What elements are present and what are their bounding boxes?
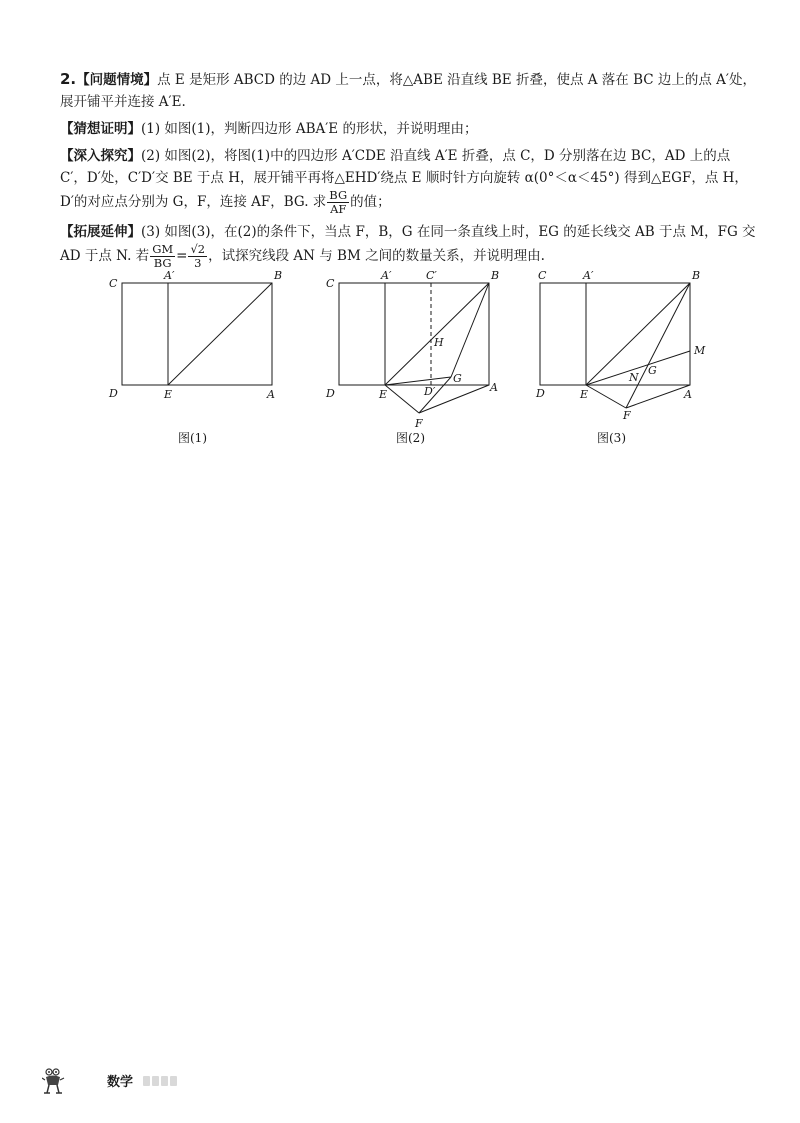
figures-svg xyxy=(100,270,720,450)
footer-decoration-icon xyxy=(142,1074,178,1088)
fig3-label-d: D xyxy=(536,387,545,400)
section-tag-explore: 【深入探究】 xyxy=(60,148,141,164)
problem-context xyxy=(60,68,760,113)
fig1-label-d: D xyxy=(109,387,118,400)
mascot-icon xyxy=(42,1066,66,1096)
fig2-label-d: D xyxy=(326,387,335,400)
fraction-gm-bg xyxy=(150,243,175,270)
fig2-label-e: E xyxy=(379,388,388,401)
figure-2 xyxy=(339,283,489,413)
fig2-label-b: B xyxy=(491,270,500,282)
fig3-label-g: G xyxy=(648,364,657,377)
fig3-label-c: C xyxy=(538,270,547,282)
fig3-rectangle xyxy=(540,283,690,385)
question-1 xyxy=(60,118,760,140)
page-footer xyxy=(42,1066,242,1096)
equals-sign: = xyxy=(176,248,188,264)
fraction-numerator: GM xyxy=(152,242,174,256)
section-tag-context: 【问题情境】 xyxy=(76,72,158,88)
fig2-rectangle xyxy=(339,283,489,385)
fig2-label-g: G xyxy=(453,372,462,385)
fig3-label-a1: A′ xyxy=(583,270,594,282)
fig1-rectangle xyxy=(122,283,272,385)
figures-row xyxy=(100,270,720,450)
fig3-label-f: F xyxy=(623,409,631,422)
fig2-caption: 图(2) xyxy=(396,431,425,445)
fig1-caption: 图(1) xyxy=(178,431,207,445)
fig3-label-n: N xyxy=(629,371,639,384)
fraction-bg-af xyxy=(327,189,349,216)
fig3-segment-bf xyxy=(626,283,690,408)
section-tag-extend: 【拓展延伸】 xyxy=(60,224,141,240)
fig2-label-a: A xyxy=(490,381,498,394)
figure-3 xyxy=(540,283,690,408)
question-3-text: (3) 如图(3)，在(2)的条件下，当点 F，B，G 在同一条直线上时，EG 的延长线交 AB 于点 M，FG 交 AD 于点 N. 若 xyxy=(60,224,756,264)
fig3-label-e: E xyxy=(580,388,589,401)
fraction-denominator: AF xyxy=(330,202,347,216)
fig1-label-a: A xyxy=(267,388,275,401)
fraction-numerator: BG xyxy=(329,188,348,202)
fraction-numerator: √2 xyxy=(190,242,206,256)
figure-1 xyxy=(122,283,272,385)
fig3-segment-eb xyxy=(586,283,690,385)
question-2-tail: 的值； xyxy=(350,194,391,210)
section-tag-conjecture: 【猜想证明】 xyxy=(60,121,141,137)
fig2-label-c1: C′ xyxy=(426,270,437,282)
question-2 xyxy=(60,145,760,216)
context-text: 点 E 是矩形 ABCD 的边 AD 上一点，将△ABE 沿直线 BE 折叠，使点 A 落在 BC 边上的点 A′处，展开铺平并连接 A′E. xyxy=(60,72,756,110)
fig3-label-m: M xyxy=(694,344,706,357)
question-1-text: (1) 如图(1)，判断四边形 ABA′E 的形状，并说明理由； xyxy=(141,121,478,137)
problem-number: 2. xyxy=(60,70,77,88)
fig2-label-c: C xyxy=(326,277,335,290)
fig1-label-b: B xyxy=(274,270,283,282)
fig3-caption: 图(3) xyxy=(597,431,626,445)
question-3-tail: ，试探究线段 AN 与 BM 之间的数量关系，并说明理由. xyxy=(208,248,545,264)
fraction-root2-3 xyxy=(188,243,207,270)
fig2-label-f: F xyxy=(415,417,423,430)
fig2-segment-eg xyxy=(385,377,451,385)
question-3 xyxy=(60,221,760,270)
fig2-segment-bg xyxy=(451,283,489,377)
fig1-label-a1: A′ xyxy=(164,270,175,282)
fig3-segment-ef xyxy=(586,385,626,408)
footer-subject: 数学 xyxy=(107,1075,134,1090)
fig2-segment-ef xyxy=(385,385,419,413)
fig1-segment-eb xyxy=(168,283,272,385)
fig3-label-a: A xyxy=(684,388,692,401)
fig2-label-d1: D′ xyxy=(424,385,436,398)
fig1-label-c: C xyxy=(109,277,118,290)
question-2-text: (2) 如图(2)，将图(1)中的四边形 A′CDE 沿直线 A′E 折叠，点 C，D 分别落在边 BC，AD 上的点 C′，D′处，C′D′交 BE 于点 H，展开铺平再将△EHD′绕点 E 顺时针方向旋转 α(0°＜α＜45°) 得到△EGF，点 H，D′的对应点分别为 G，F，连接 AF，BG. 求 xyxy=(60,148,748,210)
fig3-label-b: B xyxy=(692,270,701,282)
fraction-denominator: BG xyxy=(153,256,172,270)
fig2-segment-eb xyxy=(385,283,489,385)
fig2-label-a1: A′ xyxy=(381,270,392,282)
fraction-denominator: 3 xyxy=(194,256,202,270)
fig1-label-e: E xyxy=(164,388,173,401)
fig2-label-h: H xyxy=(434,336,444,349)
problem-2 xyxy=(60,68,760,275)
